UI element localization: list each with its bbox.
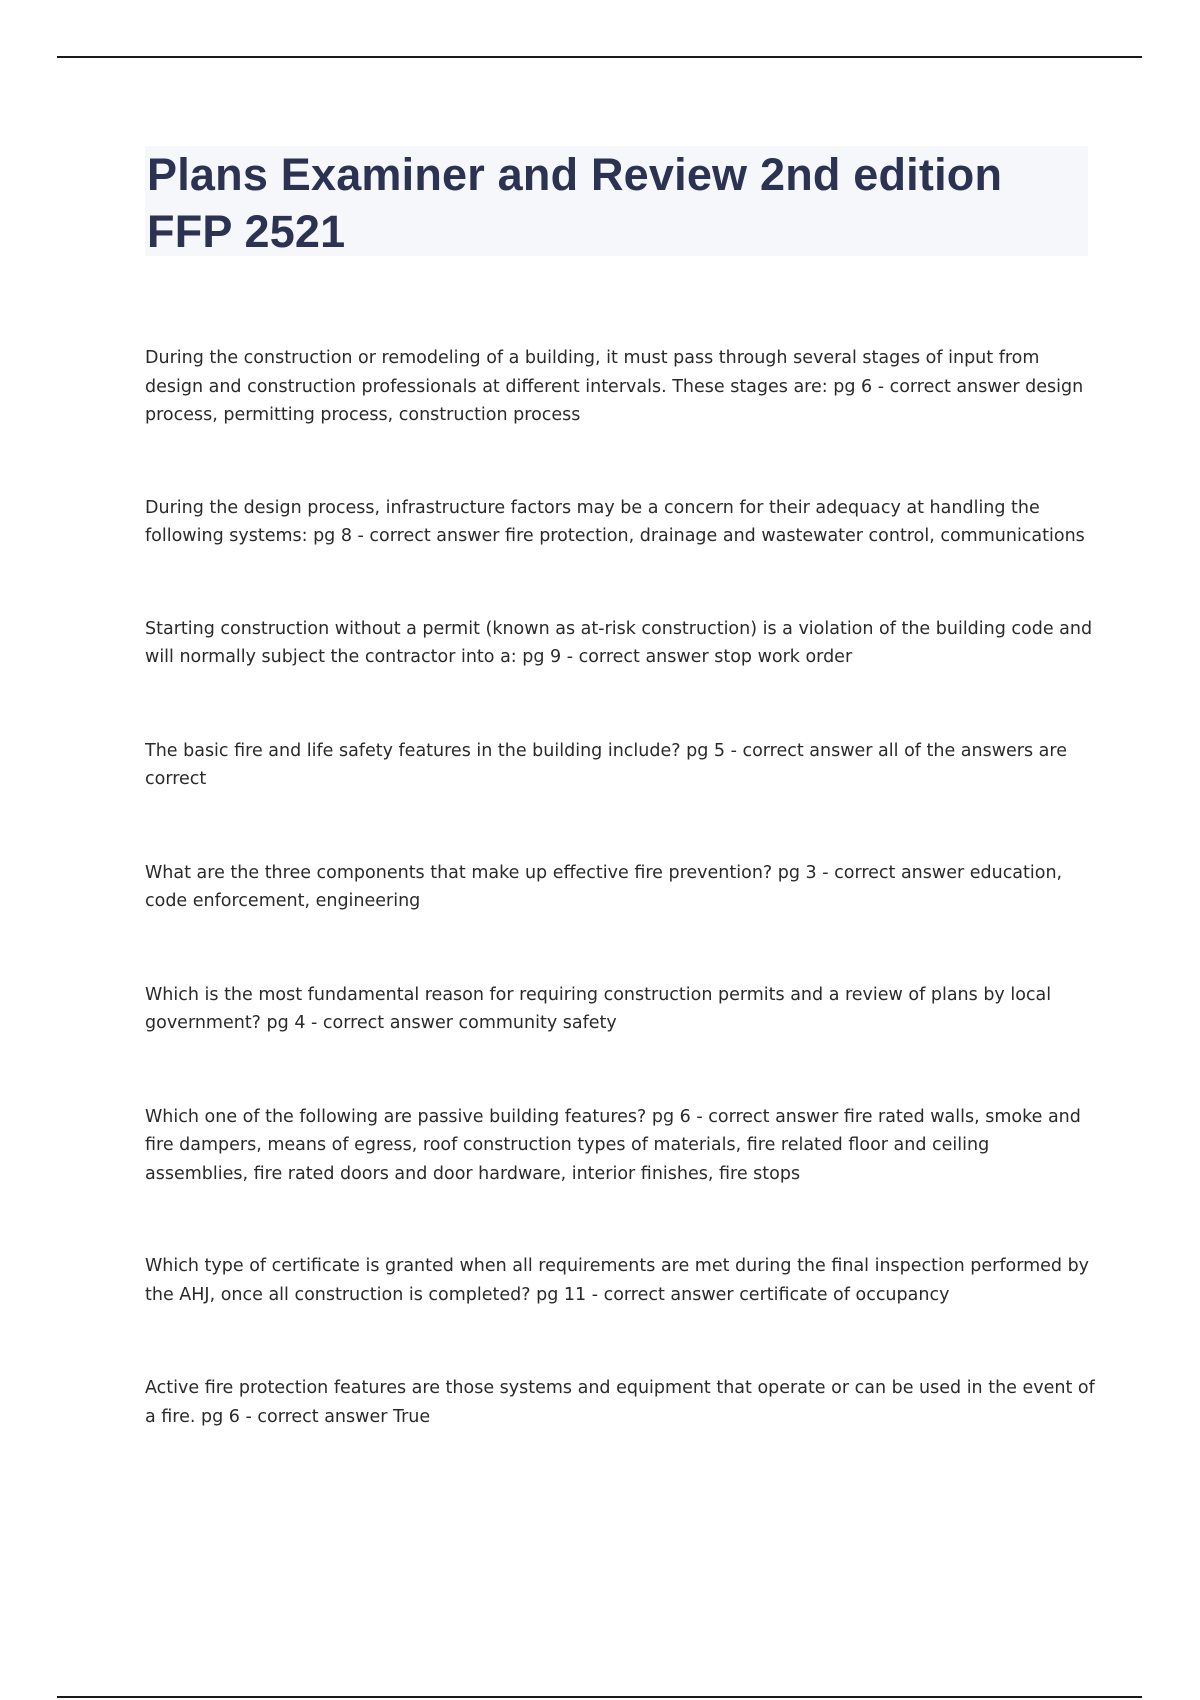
qa-item: Starting construction without a permit (known as at-risk construction) is a violation of the building code and will normally subject the contractor into a: pg 9 - correct answer stop work order bbox=[145, 618, 1093, 667]
document-title: Plans Examiner and Review 2nd edition FFP 2521 bbox=[147, 149, 1003, 257]
bottom-rule bbox=[57, 1696, 1142, 1698]
top-rule bbox=[57, 56, 1142, 58]
qa-item: During the design process, infrastructure factors may be a concern for their adequacy at handling the following systems: pg 8 - correct answer fire protection, drainage and wastewater control, communications bbox=[145, 497, 1085, 546]
qa-item: The basic fire and life safety features in the building include? pg 5 - correct answer all of the answers are correct bbox=[145, 740, 1067, 789]
qa-item: Which type of certificate is granted when all requirements are met during the final inspection performed by the AHJ, once all construction is completed? pg 11 - correct answer certificate of occupancy bbox=[145, 1256, 1090, 1305]
qa-item: Active fire protection features are those systems and equipment that operate or can be used in the event of a fire. pg 6 - correct answer True bbox=[145, 1378, 1095, 1427]
title-banner bbox=[145, 146, 1088, 256]
question-answer-list bbox=[145, 344, 1095, 1431]
qa-item: During the construction or remodeling of a building, it must pass through several stages of input from design and construction professionals at different intervals. These stages are: pg 6 - correct answer design process, permitting process, construction process bbox=[145, 348, 1084, 425]
qa-item: Which one of the following are passive building features? pg 6 - correct answer fire rated walls, smoke and fire dampers, means of egress, roof construction types of materials, fire related floor and ceiling assemblies, fire rated doors and door hardware, interior finishes, fire stops bbox=[145, 1106, 1081, 1184]
qa-item: What are the three components that make up effective fire prevention? pg 3 - correct answer education, code enforcement, engineering bbox=[145, 862, 1063, 911]
qa-item: Which is the most fundamental reason for requiring construction permits and a review of plans by local government? pg 4 - correct answer community safety bbox=[145, 984, 1052, 1033]
